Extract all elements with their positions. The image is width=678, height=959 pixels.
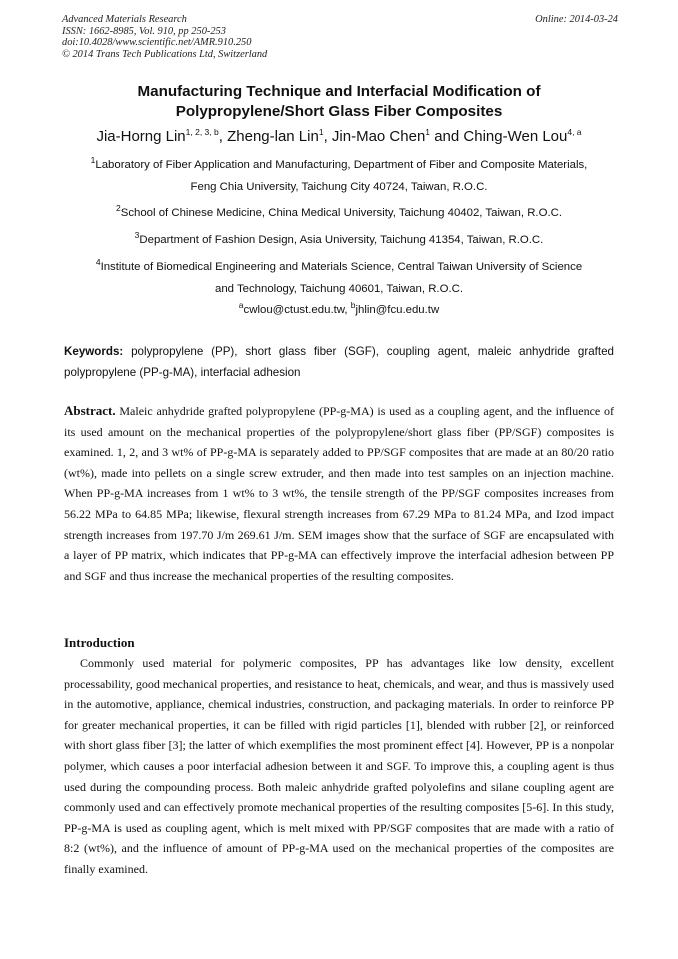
abstract-label: Abstract.: [64, 403, 116, 418]
affiliation-text: Department of Fashion Design, Asia University, Taichung 41354, Taiwan, R.O.C.: [139, 234, 544, 246]
online-date: Online: 2014-03-24: [535, 14, 618, 25]
affiliation-text: Laboratory of Fiber Application and Manufacturing, Department of Fiber and Composite Materials,: [95, 159, 588, 171]
affiliation-text: School of Chinese Medicine, China Medical University, Taichung 40402, Taiwan, R.O.C.: [120, 207, 563, 219]
author-name: Zheng-lan Lin: [227, 128, 319, 145]
paper-title: [40, 82, 638, 122]
affiliation-mark: 1: [90, 155, 96, 166]
title-line-2: Polypropylene/Short Glass Fiber Composites: [175, 103, 503, 120]
journal-header: [62, 14, 618, 60]
author-separator: ,: [218, 128, 228, 145]
email-address[interactable]: cwlou@ctust.edu.tw: [243, 304, 345, 316]
email-address[interactable]: jhlin@fcu.edu.tw: [355, 304, 440, 316]
keywords-text: polypropylene (PP), short glass fiber (SGF), coupling agent, maleic anhydride grafted polypropylene (PP-g-MA), interfacial adhesion: [64, 345, 614, 379]
journal-doi: doi:10.4028/www.scientific.net/AMR.910.250: [62, 37, 252, 49]
introduction-heading: Introduction: [64, 635, 135, 650]
keywords-section: [64, 341, 614, 383]
affiliation-2: [30, 203, 648, 225]
author-affiliation-mark: 1: [318, 127, 324, 137]
affiliation-text: and Technology, Taichung 40601, Taiwan, R.O.C.: [214, 282, 463, 295]
affiliation-mark: 4: [95, 257, 101, 268]
author-affiliation-mark: 1: [425, 127, 431, 137]
email-separator: ,: [344, 304, 351, 316]
journal-name: Advanced Materials Research: [62, 14, 187, 25]
affiliation-4: [30, 257, 648, 300]
author-list: [30, 127, 648, 147]
affiliation-text: Institute of Biomedical Engineering and Materials Science, Central Taiwan University of Science: [100, 261, 583, 273]
affiliation-text: Feng Chia University, Taichung City 40724, Taiwan, R.O.C.: [190, 180, 488, 193]
email-mark: b: [350, 300, 356, 311]
affiliation-mark: 2: [115, 203, 121, 214]
author-name: Jin-Mao Chen: [331, 128, 426, 145]
email-mark: a: [238, 300, 244, 311]
author-emails: [30, 302, 648, 318]
affiliation-1: [30, 155, 648, 198]
journal-copyright: © 2014 Trans Tech Publications Ltd, Switzerland: [62, 48, 268, 60]
affiliation-mark: 3: [134, 230, 140, 241]
author-name: Jia-Horng Lin: [96, 128, 186, 145]
author-separator: and: [430, 128, 464, 145]
author-name: Ching-Wen Lou: [463, 128, 568, 145]
author-separator: ,: [323, 128, 332, 145]
title-line-1: Manufacturing Technique and Interfacial Modification of: [137, 83, 541, 100]
author-affiliation-mark: 4, a: [567, 127, 582, 137]
abstract-section: [64, 401, 614, 586]
affiliation-3: [30, 230, 648, 252]
author-affiliation-mark: 1, 2, 3, b: [185, 127, 219, 137]
keywords-label: Keywords:: [64, 345, 124, 358]
abstract-text: Maleic anhydride grafted polypropylene (PP-g-MA) is used as a coupling agent, and the influence of its used amount on the mechanical properties of the polypropylene/short glass fiber (PP/SGF) composites is examined. 1, 2, and 3 wt% of PP-g-MA is separately added to PP/SGF composites that are made at an 80/20 ratio (wt%), made into pellets on a single screw extruder, and then made into test samples on an injection machine. When PP-g-MA increases from 1 wt% to 3 wt%, the tensile strength of the PP/SGF composites increases from 56.22 MPa to 64.85 MPa; likewise, flexural strength increases from 67.29 MPa to 81.24 MPa, and Izod impact strength increases from 197.70 J/m 269.61 J/m. SEM images show that the surface of SGF are encapsulated with a layer of PP matrix, which indicates that PP-g-MA can effectively improve the interfacial adhesion between PP and SGF and thus increase the mechanical properties of the resulting composites.: [64, 404, 614, 583]
introduction-paragraph: Commonly used material for polymeric composites, PP has advantages like low density, excellent processability, good mechanical properties, and resistance to heat, chemicals, and wear, and thus is massively used in the automotive, appliance, chemical industries, construction, and packaging materials. In order to reinforce PP for greater mechanical properties, it can be filled with rigid particles [1], blended with rubber [2], or reinforced with short glass fiber [3]; the latter of which exemplifies the most prominent effect [4]. However, PP is a nonpolar polymer, which causes a poor interfacial adhesion between it and SGF. To improve this, a coupling agent is thus used during the compounding process. Both maleic anhydride grafted polyolefins and silane coupling agent are commonly used and can effectively promote mechanical properties of the resulting composites [5-6]. In this study, PP-g-MA is used as coupling agent, which is melt mixed with PP/SGF composites that are made with a ratio of 8:2 (wt%), and the influence of amount of PP-g-MA used on the mechanical properties of the composites are finally examined.: [64, 656, 614, 876]
journal-issn: ISSN: 1662-8985, Vol. 910, pp 250-253: [62, 25, 226, 37]
